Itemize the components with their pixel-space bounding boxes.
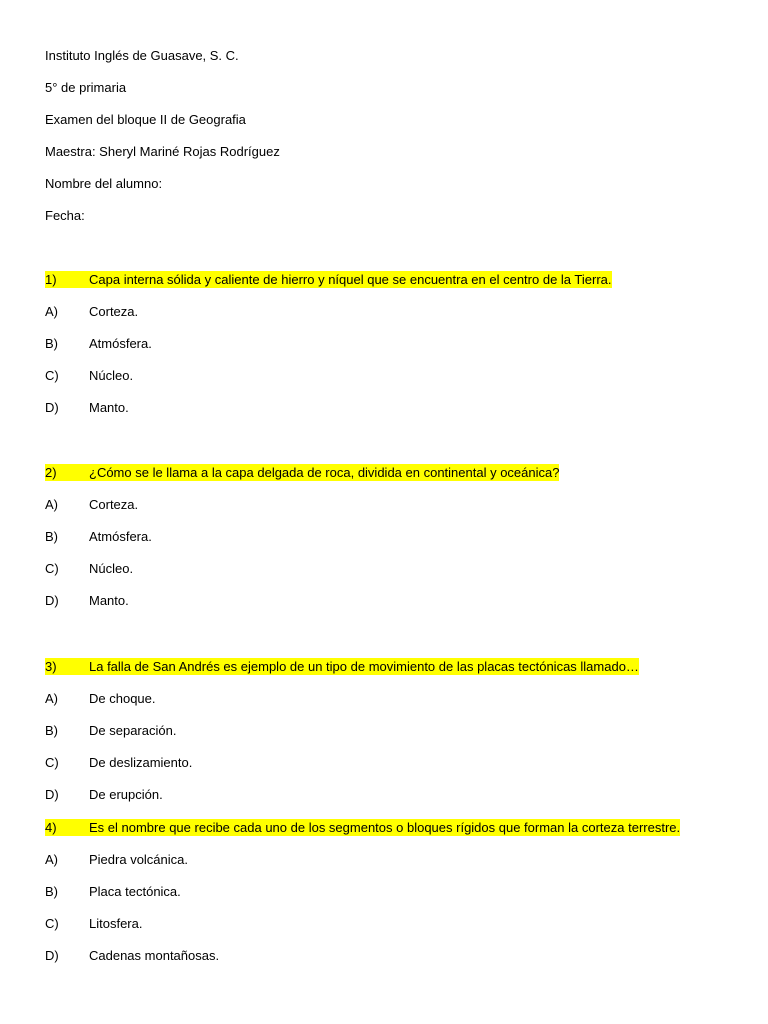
question-number: 4) (45, 820, 57, 835)
option-letter: D) (45, 400, 59, 415)
option-letter: C) (45, 368, 59, 383)
question-2-option-a (45, 496, 138, 514)
option-text: De separación. (89, 723, 177, 738)
grade-level: 5° de primaria (45, 80, 127, 95)
option-text: Atmósfera. (89, 529, 152, 544)
question-3-option-d (45, 786, 163, 804)
option-letter: C) (45, 755, 59, 770)
option-letter: B) (45, 529, 58, 544)
question-2-option-d (45, 592, 129, 610)
option-letter: C) (45, 916, 59, 931)
option-text: Piedra volcánica. (89, 852, 188, 867)
option-letter: A) (45, 304, 58, 319)
option-letter: D) (45, 948, 59, 963)
question-2-option-b (45, 528, 152, 546)
question-3-option-a (45, 690, 156, 708)
option-text: Placa tectónica. (89, 884, 181, 899)
option-letter: C) (45, 561, 59, 576)
question-1-option-a (45, 303, 138, 321)
option-text: Núcleo. (89, 368, 134, 383)
question-4-option-d (45, 947, 219, 965)
question-text: Capa interna sólida y caliente de hierro y níquel que se encuentra en el centro de la Tierra. (89, 272, 612, 287)
option-letter: B) (45, 884, 58, 899)
question-number: 3) (45, 659, 57, 674)
question-4-option-b (45, 883, 181, 901)
option-text: Corteza. (89, 304, 139, 319)
question-highlight (45, 464, 559, 481)
option-text: Litosfera. (89, 916, 143, 931)
option-letter: D) (45, 787, 59, 802)
question-text: Es el nombre que recibe cada uno de los segmentos o bloques rígidos que forman la corteza terrestre. (89, 820, 681, 835)
date-label: Fecha: (45, 208, 85, 223)
question-highlight (45, 271, 612, 288)
question-highlight (45, 658, 639, 675)
question-2-option-c (45, 560, 133, 578)
question-4-option-a (45, 851, 188, 869)
option-letter: B) (45, 336, 58, 351)
option-letter: A) (45, 497, 58, 512)
option-text: De choque. (89, 691, 156, 706)
school-name: Instituto Inglés de Guasave, S. C. (45, 48, 239, 63)
question-3-option-b (45, 722, 176, 740)
option-letter: B) (45, 723, 58, 738)
question-1-option-b (45, 335, 152, 353)
option-letter: A) (45, 852, 58, 867)
option-letter: A) (45, 691, 58, 706)
exam-title: Examen del bloque II de Geografia (45, 112, 246, 127)
question-1 (45, 271, 612, 289)
option-text: Atmósfera. (89, 336, 152, 351)
question-number: 1) (45, 272, 57, 287)
option-text: Cadenas montañosas. (89, 948, 220, 963)
question-3 (45, 658, 639, 676)
question-text: ¿Cómo se le llama a la capa delgada de roca, dividida en continental y oceánica? (89, 465, 560, 480)
teacher-name: Maestra: Sheryl Mariné Rojas Rodríguez (45, 144, 280, 159)
option-text: Núcleo. (89, 561, 134, 576)
option-text: Manto. (89, 400, 129, 415)
question-1-option-c (45, 367, 133, 385)
question-1-option-d (45, 399, 129, 417)
question-text: La falla de San Andrés es ejemplo de un tipo de movimiento de las placas tectónicas llamado… (89, 659, 639, 674)
option-text: De erupción. (89, 787, 163, 802)
question-3-option-c (45, 754, 192, 772)
question-4 (45, 819, 680, 837)
question-4-option-c (45, 915, 142, 933)
option-text: Manto. (89, 593, 129, 608)
option-letter: D) (45, 593, 59, 608)
question-number: 2) (45, 465, 57, 480)
student-name-label: Nombre del alumno: (45, 176, 163, 191)
question-2 (45, 464, 559, 482)
option-text: Corteza. (89, 497, 139, 512)
option-text: De deslizamiento. (89, 755, 193, 770)
question-highlight (45, 819, 680, 836)
